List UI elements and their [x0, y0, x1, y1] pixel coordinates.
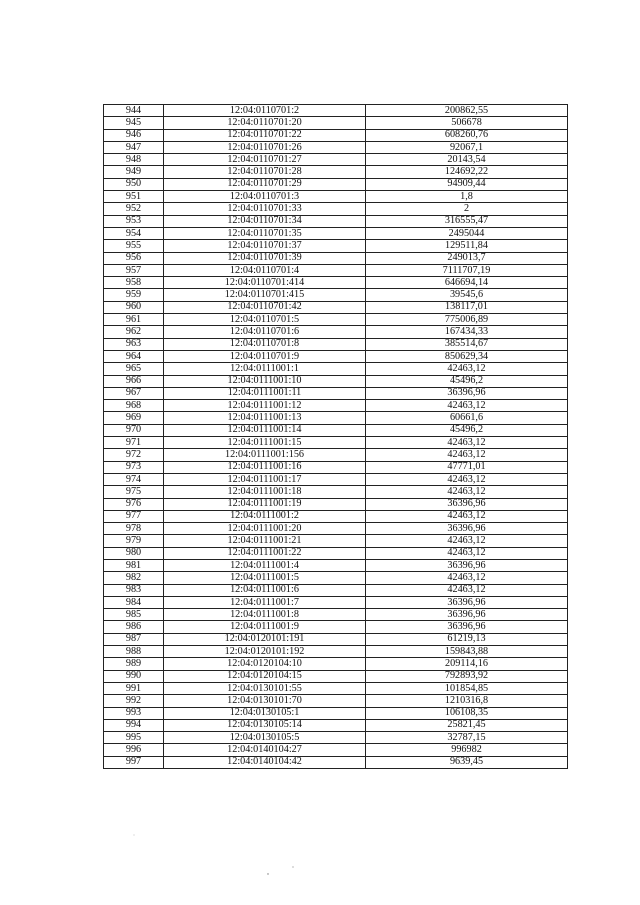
row-number-cell: 974 [104, 473, 164, 485]
cadastral-value-cell: 775006,89 [366, 314, 568, 326]
row-number-cell: 959 [104, 289, 164, 301]
cadastral-value-cell: 646694,14 [366, 277, 568, 289]
cadastral-value-cell: 32787,15 [366, 732, 568, 744]
cadastral-number-cell: 12:04:0111001:156 [164, 449, 366, 461]
cadastral-value-cell: 7111707,19 [366, 264, 568, 276]
cadastral-number-cell: 12:04:0130105:14 [164, 719, 366, 731]
row-number-cell: 954 [104, 227, 164, 239]
row-number-cell: 994 [104, 719, 164, 731]
cadastral-number-cell: 12:04:0110701:29 [164, 178, 366, 190]
cadastral-number-cell: 12:04:0111001:17 [164, 473, 366, 485]
speck [292, 866, 293, 867]
row-number-cell: 961 [104, 314, 164, 326]
cadastral-number-cell: 12:04:0110701:414 [164, 277, 366, 289]
cadastral-value-cell: 94909,44 [366, 178, 568, 190]
row-number-cell: 953 [104, 215, 164, 227]
cadastral-number-cell: 12:04:0110701:37 [164, 240, 366, 252]
cadastral-value-cell: 45496,2 [366, 375, 568, 387]
cadastral-value-cell: 60661,6 [366, 412, 568, 424]
cadastral-number-cell: 12:04:0110701:39 [164, 252, 366, 264]
cadastral-number-cell: 12:04:0111001:12 [164, 400, 366, 412]
row-number-cell: 947 [104, 141, 164, 153]
cadastral-value-cell: 159843,88 [366, 646, 568, 658]
cadastral-value-cell: 1210316,8 [366, 695, 568, 707]
cadastral-value-cell: 42463,12 [366, 486, 568, 498]
speck [267, 873, 268, 874]
row-number-cell: 978 [104, 523, 164, 535]
cadastral-number-cell: 12:04:0110701:27 [164, 154, 366, 166]
cadastral-value-cell: 45496,2 [366, 424, 568, 436]
cadastral-number-cell: 12:04:0130105:5 [164, 732, 366, 744]
cadastral-value-cell: 47771,01 [366, 461, 568, 473]
cadastral-number-cell: 12:04:0110701:20 [164, 117, 366, 129]
cadastral-number-cell: 12:04:0110701:3 [164, 191, 366, 203]
cadastral-value-cell: 1,8 [366, 191, 568, 203]
speck [134, 835, 135, 836]
cadastral-value-cell: 316555,47 [366, 215, 568, 227]
cadastral-value-cell: 42463,12 [366, 400, 568, 412]
row-number-cell: 969 [104, 412, 164, 424]
row-number-cell: 962 [104, 326, 164, 338]
cadastral-number-cell: 12:04:0130101:70 [164, 695, 366, 707]
cadastral-value-cell: 36396,96 [366, 559, 568, 571]
cadastral-value-cell: 129511,84 [366, 240, 568, 252]
cadastral-value-cell: 61219,13 [366, 633, 568, 645]
cadastral-value-cell: 792893,92 [366, 670, 568, 682]
row-number-cell: 986 [104, 621, 164, 633]
row-number-cell: 983 [104, 584, 164, 596]
row-number-cell: 945 [104, 117, 164, 129]
row-number-cell: 949 [104, 166, 164, 178]
row-number-cell: 992 [104, 695, 164, 707]
cadastral-value-cell: 39545,6 [366, 289, 568, 301]
cadastral-number-cell: 12:04:0110701:34 [164, 215, 366, 227]
row-number-cell: 946 [104, 129, 164, 141]
cadastral-value-cell: 106108,35 [366, 707, 568, 719]
cadastral-value-cell: 996982 [366, 744, 568, 756]
cadastral-value-cell: 36396,96 [366, 387, 568, 399]
row-number-cell: 985 [104, 609, 164, 621]
cadastral-value-cell: 2 [366, 203, 568, 215]
cadastral-value-cell: 36396,96 [366, 621, 568, 633]
row-number-cell: 988 [104, 646, 164, 658]
cadastral-number-cell: 12:04:0110701:2 [164, 105, 366, 117]
cadastral-value-cell: 20143,54 [366, 154, 568, 166]
cadastral-number-cell: 12:04:0111001:10 [164, 375, 366, 387]
cadastral-value-cell: 608260,76 [366, 129, 568, 141]
cadastral-value-cell: 42463,12 [366, 584, 568, 596]
cadastral-number-cell: 12:04:0111001:13 [164, 412, 366, 424]
row-number-cell: 973 [104, 461, 164, 473]
row-number-cell: 957 [104, 264, 164, 276]
row-number-cell: 971 [104, 437, 164, 449]
cadastral-value-cell: 101854,85 [366, 682, 568, 694]
cadastral-value-cell: 36396,96 [366, 498, 568, 510]
cadastral-value-cell: 36396,96 [366, 609, 568, 621]
row-number-cell: 975 [104, 486, 164, 498]
row-number-cell: 982 [104, 572, 164, 584]
cadastral-number-cell: 12:04:0111001:8 [164, 609, 366, 621]
cadastral-number-cell: 12:04:0111001:9 [164, 621, 366, 633]
cadastral-number-cell: 12:04:0111001:6 [164, 584, 366, 596]
cadastral-value-cell: 138117,01 [366, 301, 568, 313]
cadastral-number-cell: 12:04:0130105:1 [164, 707, 366, 719]
cadastral-number-cell: 12:04:0110701:415 [164, 289, 366, 301]
cadastral-number-cell: 12:04:0111001:2 [164, 510, 366, 522]
row-number-cell: 989 [104, 658, 164, 670]
cadastral-number-cell: 12:04:0110701:26 [164, 141, 366, 153]
cadastral-value-cell: 42463,12 [366, 510, 568, 522]
cadastral-number-cell: 12:04:0111001:16 [164, 461, 366, 473]
cadastral-number-cell: 12:04:0111001:21 [164, 535, 366, 547]
cadastral-number-cell: 12:04:0111001:5 [164, 572, 366, 584]
cadastral-number-cell: 12:04:0140104:42 [164, 756, 366, 768]
cadastral-number-cell: 12:04:0111001:20 [164, 523, 366, 535]
cadastral-value-cell: 36396,96 [366, 596, 568, 608]
row-number-cell: 991 [104, 682, 164, 694]
row-number-cell: 972 [104, 449, 164, 461]
row-number-cell: 967 [104, 387, 164, 399]
cadastral-value-cell: 850629,34 [366, 350, 568, 362]
cadastral-number-cell: 12:04:0140104:27 [164, 744, 366, 756]
row-number-cell: 993 [104, 707, 164, 719]
cadastral-value-cell: 2495044 [366, 227, 568, 239]
cadastral-number-cell: 12:04:0111001:19 [164, 498, 366, 510]
cadastral-number-cell: 12:04:0110701:28 [164, 166, 366, 178]
cadastral-number-cell: 12:04:0120104:15 [164, 670, 366, 682]
cadastral-number-cell: 12:04:0111001:15 [164, 437, 366, 449]
cadastral-value-cell: 36396,96 [366, 523, 568, 535]
cadastral-number-cell: 12:04:0110701:42 [164, 301, 366, 313]
cadastral-value-cell: 249013,7 [366, 252, 568, 264]
cadastral-number-cell: 12:04:0110701:8 [164, 338, 366, 350]
cadastral-number-cell: 12:04:0110701:33 [164, 203, 366, 215]
row-number-cell: 964 [104, 350, 164, 362]
row-number-cell: 955 [104, 240, 164, 252]
cadastral-number-cell: 12:04:0110701:6 [164, 326, 366, 338]
cadastral-number-cell: 12:04:0111001:22 [164, 547, 366, 559]
cadastral-number-cell: 12:04:0110701:4 [164, 264, 366, 276]
row-number-cell: 981 [104, 559, 164, 571]
cadastral-value-cell: 42463,12 [366, 473, 568, 485]
row-number-cell: 996 [104, 744, 164, 756]
cadastral-value-cell: 42463,12 [366, 437, 568, 449]
row-number-cell: 958 [104, 277, 164, 289]
row-number-cell: 990 [104, 670, 164, 682]
cadastral-number-cell: 12:04:0120101:191 [164, 633, 366, 645]
row-number-cell: 950 [104, 178, 164, 190]
cadastral-number-cell: 12:04:0111001:11 [164, 387, 366, 399]
row-number-cell: 948 [104, 154, 164, 166]
cadastral-number-cell: 12:04:0111001:4 [164, 559, 366, 571]
cadastral-value-cell: 385514,67 [366, 338, 568, 350]
cadastral-number-cell: 12:04:0111001:14 [164, 424, 366, 436]
cadastral-number-cell: 12:04:0111001:1 [164, 363, 366, 375]
row-number-cell: 970 [104, 424, 164, 436]
cadastral-value-cell: 42463,12 [366, 363, 568, 375]
cadastral-number-cell: 12:04:0110701:9 [164, 350, 366, 362]
row-number-cell: 965 [104, 363, 164, 375]
cadastral-number-cell: 12:04:0110701:5 [164, 314, 366, 326]
cadastral-value-cell: 42463,12 [366, 535, 568, 547]
cadastral-value-cell: 25821,45 [366, 719, 568, 731]
cadastral-number-cell: 12:04:0111001:7 [164, 596, 366, 608]
cadastral-value-cell: 9639,45 [366, 756, 568, 768]
row-number-cell: 963 [104, 338, 164, 350]
row-number-cell: 951 [104, 191, 164, 203]
cadastral-number-cell: 12:04:0130101:55 [164, 682, 366, 694]
cadastral-value-cell: 42463,12 [366, 572, 568, 584]
row-number-cell: 976 [104, 498, 164, 510]
cadastral-value-cell: 42463,12 [366, 547, 568, 559]
cadastral-number-cell: 12:04:0110701:35 [164, 227, 366, 239]
row-number-cell: 966 [104, 375, 164, 387]
cadastral-value-cell: 506678 [366, 117, 568, 129]
cadastral-value-cell: 200862,55 [366, 105, 568, 117]
cadastral-number-cell: 12:04:0110701:22 [164, 129, 366, 141]
row-number-cell: 944 [104, 105, 164, 117]
cadastral-value-cell: 92067,1 [366, 141, 568, 153]
row-number-cell: 984 [104, 596, 164, 608]
row-number-cell: 968 [104, 400, 164, 412]
cadastral-value-cell: 42463,12 [366, 449, 568, 461]
cadastral-value-cell: 124692,22 [366, 166, 568, 178]
cadastral-number-cell: 12:04:0120101:192 [164, 646, 366, 658]
row-number-cell: 980 [104, 547, 164, 559]
cadastral-value-cell: 167434,33 [366, 326, 568, 338]
row-number-cell: 995 [104, 732, 164, 744]
row-number-cell: 997 [104, 756, 164, 768]
cadastral-number-cell: 12:04:0111001:18 [164, 486, 366, 498]
row-number-cell: 987 [104, 633, 164, 645]
row-number-cell: 956 [104, 252, 164, 264]
row-number-cell: 977 [104, 510, 164, 522]
cadastral-number-cell: 12:04:0120104:10 [164, 658, 366, 670]
cadastral-value-cell: 209114,16 [366, 658, 568, 670]
row-number-cell: 960 [104, 301, 164, 313]
row-number-cell: 979 [104, 535, 164, 547]
row-number-cell: 952 [104, 203, 164, 215]
